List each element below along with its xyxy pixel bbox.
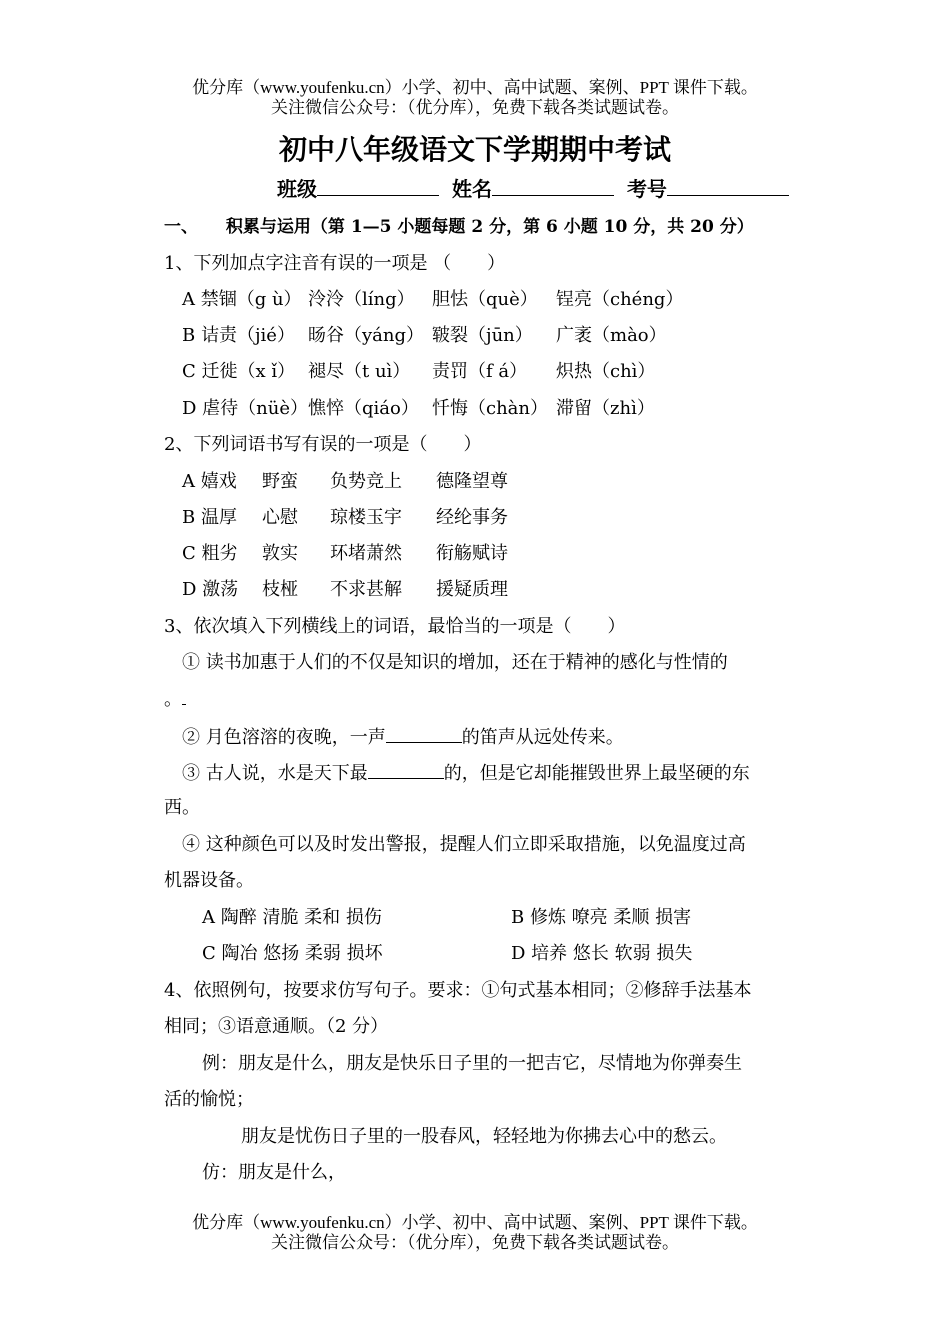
q3-blank-2[interactable] — [386, 724, 462, 743]
q3-sentence-4-end: 机器设备。 — [164, 870, 254, 891]
q4-stem: 4、依照例句，按要求仿写句子。要求：①句式基本相同；②修辞手法基本 — [164, 980, 752, 1001]
q2-option-b: B 温厚 心慰 琼楼玉宇 经纶事务 — [182, 507, 508, 528]
exam-id-blank[interactable] — [667, 177, 789, 196]
q2-option-d: D 激荡 枝桠 不求甚解 援疑质理 — [182, 579, 508, 600]
q1-stem: 1、下列加点字注音有误的一项是 （ ） — [164, 253, 506, 274]
exam-id-label: 考号 — [626, 177, 667, 201]
header-line-1: 优分库（www.youfenku.cn）小学、初中、高中试题、案例、PPT 课件下载。 — [192, 78, 758, 97]
q3-sentence-4: ④ 这种颜色可以及时发出警报，提醒人们立即采取措施，以免温度过高 — [182, 834, 746, 855]
q4-stem-end: 相同；③语意通顺。（2 分） — [164, 1016, 389, 1037]
q4-example: 例：朋友是什么，朋友是快乐日子里的一把吉它，尽情地为你弹奏生 — [202, 1053, 742, 1074]
q3-blank-3[interactable] — [368, 760, 444, 779]
q3-option-c: C 陶冶 悠扬 柔弱 损坏 — [202, 943, 383, 964]
q3-sentence-1: ① 读书加惠于人们的不仅是知识的增加，还在于精神的感化与性情的 — [182, 652, 728, 673]
footer-line-1: 优分库（www.youfenku.cn）小学、初中、高中试题、案例、PPT 课件下载。 — [192, 1213, 758, 1232]
q3-stem: 3、依次填入下列横线上的词语，最恰当的一项是（ ） — [164, 616, 626, 637]
student-info-row — [277, 177, 789, 201]
q3-sentence-3-end: 西。 — [164, 797, 200, 818]
q3-option-b: B 修炼 嘹亮 柔顺 损害 — [511, 907, 692, 928]
class-blank[interactable] — [317, 177, 439, 196]
q3-sentence-1-end: 。 — [164, 688, 186, 712]
q3-sentence-2: ② 月色溶溶的夜晚，一声 的笛声从远处传来。 — [182, 724, 624, 750]
class-label: 班级 — [277, 177, 317, 201]
section-title: 积累与运用（第 1—5 小题每题 2 分，第 6 小题 10 分，共 20 分） — [225, 217, 754, 237]
q4-example-end: 活的愉悦； — [164, 1089, 254, 1110]
q1-option-d: D 虐待（nüè）憔悴（qiáo） 忏悔（chàn） 滞留（zhì） — [182, 398, 655, 419]
name-label: 姓名 — [451, 177, 492, 201]
section-heading — [164, 215, 754, 239]
name-blank[interactable] — [492, 177, 614, 196]
page-title: 初中八年级语文下学期期中考试 — [278, 133, 671, 166]
q3-option-d: D 培养 悠长 软弱 损失 — [511, 943, 693, 964]
q1-option-a: A 禁锢（g ù） 泠泠（líng） 胆怯（què） 锃亮（chéng） — [182, 289, 684, 310]
q4-example-line-2: 朋友是忧伤日子里的一股春风，轻轻地为你拂去心中的愁云。 — [241, 1126, 727, 1147]
q4-imitation-prompt: 仿：朋友是什么， — [202, 1162, 346, 1183]
q3-option-a: A 陶醉 清脆 柔和 损伤 — [202, 907, 382, 928]
header-line-2: 关注微信公众号：（优分库），免费下载各类试题试卷。 — [271, 98, 679, 117]
q2-option-c: C 粗劣 敦实 环堵萧然 衔觞赋诗 — [182, 543, 508, 564]
q1-option-c: C 迁徙（x ǐ） 褪尽（t uì） 责罚（f á） 炽热（chì） — [182, 361, 656, 382]
q2-option-a: A 嬉戏 野蛮 负势竞上 德隆望尊 — [182, 471, 508, 492]
footer-line-2: 关注微信公众号：（优分库），免费下载各类试题试卷。 — [271, 1233, 679, 1252]
q3-blank-1[interactable] — [182, 690, 186, 705]
q2-stem: 2、下列词语书写有误的一项是（ ） — [164, 434, 482, 455]
section-number: 一、 — [164, 217, 198, 237]
q3-sentence-3: ③ 古人说，水是天下最 的，但是它却能摧毁世界上最坚硬的东 — [182, 760, 750, 786]
q1-option-b: B 诘责（jié） 旸谷（yáng） 皲裂（jūn） 广袤（mào） — [182, 325, 667, 346]
